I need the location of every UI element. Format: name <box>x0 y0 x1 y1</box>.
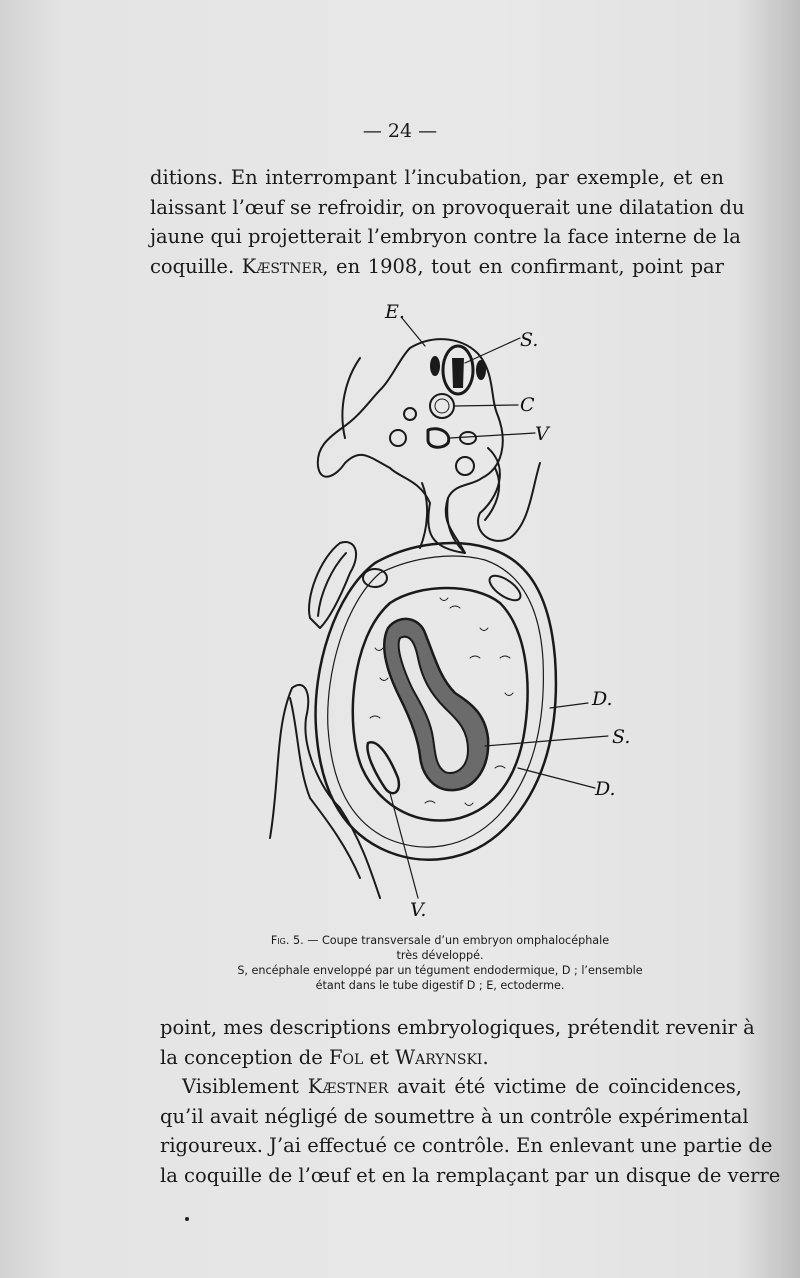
author-name: Kæstner <box>241 254 323 278</box>
text-run: la conception de <box>160 1045 330 1069</box>
figure-caption <box>200 933 680 993</box>
label-V-bottom: V. <box>410 899 427 921</box>
paragraph-line: la coquille de l’œuf et en la remplaçant par un disque de verre <box>160 1163 781 1187</box>
figure-number: Fig. 5. <box>270 934 304 947</box>
leader-V-bottom <box>390 793 418 898</box>
stray-dot <box>185 1217 189 1221</box>
text-run: , en 1908, tout en confirmant, point par <box>322 254 725 278</box>
leader-D-lower <box>518 768 595 788</box>
label-S-lower: S. <box>612 726 631 748</box>
paragraph-line: ditions. En interrompant l’incubation, par exemple, et en <box>150 166 724 189</box>
neural-side-left <box>430 356 440 376</box>
caption-line: étant dans le tube digestif D ; E, ectoderme. <box>315 979 565 992</box>
text-run: . <box>482 1045 489 1069</box>
label-E: E. <box>385 301 405 323</box>
author-name: Warynski <box>395 1045 483 1069</box>
label-D-lower: D. <box>595 778 616 800</box>
right-pouch <box>486 571 525 605</box>
caption-line: S, encéphale enveloppé par un tégument endodermique, D ; l’ensemble <box>237 964 643 977</box>
head-outline <box>318 339 503 553</box>
text-run: avait été victime de coïncidences, <box>388 1075 742 1098</box>
author-name: Fol <box>329 1045 364 1069</box>
neural-side-right <box>476 360 486 380</box>
paragraph-line: jaune qui projetterait l’embryon contre la face interne de la <box>150 225 741 248</box>
paragraph-line <box>160 1072 742 1102</box>
left-tube <box>309 542 356 628</box>
caption-line <box>200 933 680 948</box>
leader-C <box>454 405 518 406</box>
caption-line: très développé. <box>396 949 484 962</box>
leader-S-lower <box>485 736 608 746</box>
text-run: coquille. <box>150 254 242 278</box>
vessel-top <box>428 429 449 448</box>
label-D-upper: D. <box>592 688 613 710</box>
text-run: Visiblement <box>182 1075 308 1098</box>
paragraph-line: laissant l’œuf se refroidir, on provoquerait une dilatation du <box>150 195 745 219</box>
paragraph-line <box>150 252 724 282</box>
caption-text: — Coupe transversale d’un embryon omphalocéphale <box>303 934 610 947</box>
label-S-top: S. <box>520 329 539 351</box>
paragraph-line: point, mes descriptions embryologiques, prétendit revenir à <box>160 1016 755 1039</box>
paragraph-top <box>150 163 745 281</box>
paragraph-line: rigoureux. J’ai effectué ce contrôle. En enlevant une partie de <box>160 1134 773 1157</box>
label-C: C <box>520 394 535 416</box>
paragraph-bottom <box>160 1013 781 1190</box>
neural-tube-fill <box>452 358 464 388</box>
author-name: Kæstner <box>307 1075 389 1098</box>
leader-E <box>402 318 425 346</box>
page-number: — 24 — <box>362 120 438 142</box>
paragraph-line <box>160 1043 742 1073</box>
label-V-top: V <box>535 423 549 445</box>
left-strand <box>270 685 380 898</box>
right-fold <box>478 448 540 541</box>
notochord <box>430 394 454 418</box>
text-run: et <box>363 1045 396 1069</box>
embryo-section-drawing <box>250 298 650 923</box>
paragraph-line: qu’il avait négligé de soumettre à un contrôle expérimental <box>160 1104 749 1128</box>
embryo-figure <box>250 298 650 923</box>
